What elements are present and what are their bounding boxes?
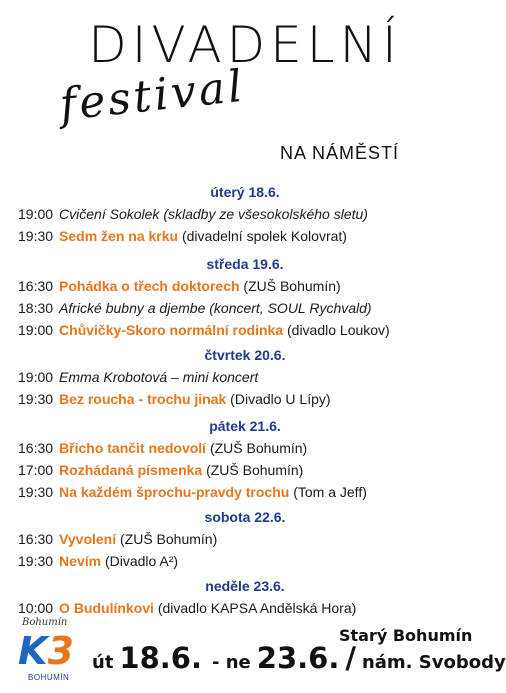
event-performer: (divadlo KAPSA Andělská Hora) [153,600,357,616]
event-performer: (Divadlo A²) [101,553,179,569]
event-time: 19:00 [18,322,54,338]
venue-town: Starý Bohumín [339,626,473,645]
event-performer: (ZUŠ Bohumín) [202,462,304,478]
event-name: O Budulínkovi [59,600,154,616]
event-time: 10:00 [18,600,54,616]
day-heading: neděle 23.6. [205,578,285,594]
place-separator: / [345,641,356,675]
event-row [18,484,367,500]
event-name: Africké bubny a djembe (koncert, SOUL Rychvald) [59,300,372,316]
festival-dates [92,641,506,675]
k3-logo [14,617,74,687]
event-time: 17:00 [18,462,54,478]
event-name: Na každém šprochu-pravdy trochu [59,484,290,500]
event-row [18,391,331,407]
event-time: 16:30 [18,278,54,294]
logo-top-text: Bohumín [22,617,68,628]
logo-3: 3 [47,629,74,673]
event-row [18,322,390,338]
event-name: Bez roucha - trochu jinak [59,391,227,407]
event-row [18,278,341,294]
venue-square: nám. Svobody [361,652,506,673]
event-performer: (ZUŠ Bohumín) [239,278,341,294]
event-time: 18:30 [18,300,54,316]
event-time: 19:30 [18,484,54,500]
event-name: Vyvolení [59,531,117,547]
event-performer: (ZUŠ Bohumín) [206,440,308,456]
event-name: Pohádka o třech doktorech [59,278,240,294]
event-row [18,531,217,547]
event-time: 16:30 [18,531,54,547]
event-time: 19:00 [18,369,54,385]
day-heading: pátek 21.6. [209,418,281,434]
event-time: 19:30 [18,228,54,244]
event-name: Břicho tančit nedovolí [59,440,207,456]
event-name: Rozhádaná písmenka [59,462,203,478]
event-performer: (Divadlo U Lípy) [226,391,331,407]
day-heading: sobota 22.6. [204,509,286,525]
event-performer: (divadlo Loukov) [283,322,390,338]
event-row [18,228,347,244]
event-row [18,553,178,569]
festival-subtitle: NA NÁMĚSTÍ [280,143,400,163]
event-time: 16:30 [18,440,54,456]
event-time: 19:30 [18,391,54,407]
date-to: 23.6. [256,641,340,675]
event-name: Emma Krobotová – mini koncert [59,369,259,385]
event-time: 19:00 [18,206,54,222]
event-time: 19:30 [18,553,54,569]
event-performer: (ZUŠ Bohumín) [116,531,218,547]
event-name: Nevím [59,553,102,569]
event-row [18,300,372,316]
event-row [18,462,303,478]
event-row [18,369,258,385]
event-row [18,600,356,616]
logo-mark [18,629,74,673]
event-row [18,206,368,222]
date-from-prefix: út [92,652,114,673]
event-name: Chůvičky-Skoro normální rodinka [59,322,284,338]
day-heading: úterý 18.6. [210,184,280,200]
event-name: Sedm žen na krku [59,228,179,244]
logo-k: K [18,629,48,673]
date-from: 18.6. [119,641,202,675]
logo-bottom-text: BOHUMÍN [28,673,70,682]
day-heading: čtvrtek 20.6. [204,347,286,363]
date-separator: - ne [212,652,251,673]
festival-title: DIVADELNÍ [88,16,402,74]
event-row [18,440,307,456]
day-heading: středa 19.6. [206,256,284,272]
event-performer: (Tom a Jeff) [289,484,367,500]
festival-script-word: festival [57,60,248,131]
event-performer: (divadelní spolek Kolovrat) [178,228,347,244]
event-name: Cvičení Sokolek (skladby ze všesokolského sletu) [59,206,368,222]
